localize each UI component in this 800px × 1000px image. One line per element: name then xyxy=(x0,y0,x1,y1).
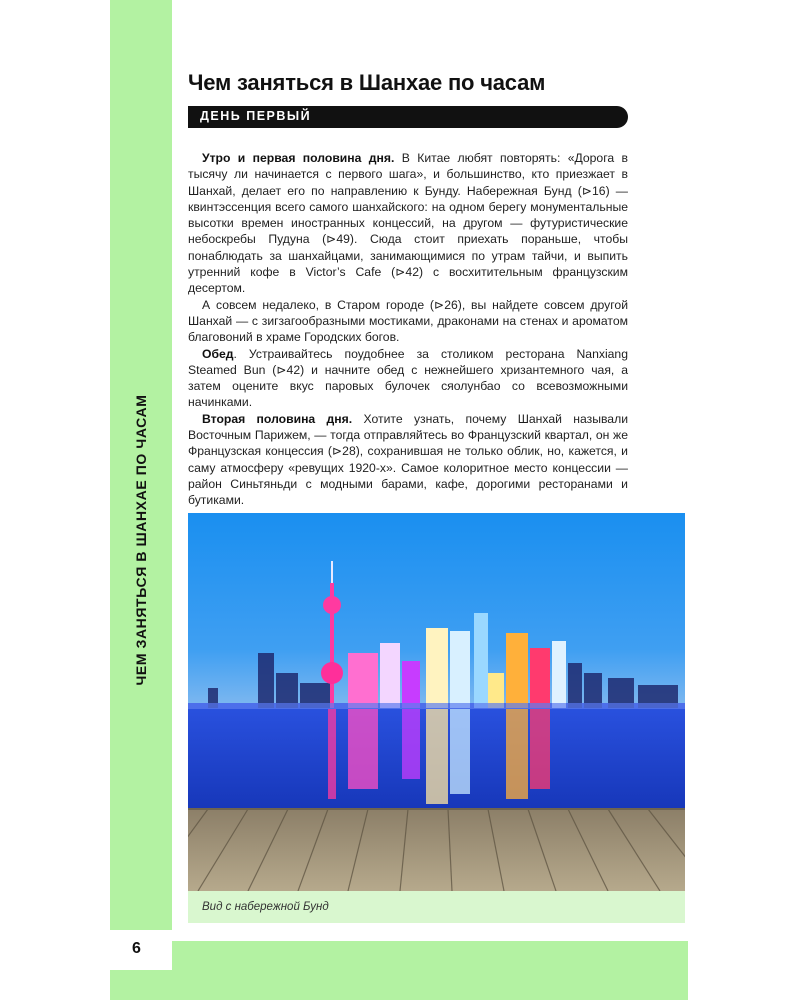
day-label-bar xyxy=(188,106,628,128)
paragraph-lead: Обед xyxy=(202,346,234,361)
skyline-illustration xyxy=(188,513,685,891)
paragraph-text: А совсем недалеко, в Старом городе (⊳26), вы найдете совсем другой Шанхай — с зигзагообразными мостиками, драконами на стенах и ароматом благовоний в храме Городских богов. xyxy=(188,297,628,345)
paragraph-lead: Утро и первая половина дня. xyxy=(202,151,395,165)
day-label: ДЕНЬ ПЕРВЫЙ xyxy=(200,109,312,123)
side-running-title: ЧЕМ ЗАНЯТЬСЯ В ШАНХАЕ ПО ЧАСАМ xyxy=(133,394,149,686)
paragraph-text: . Устраивайтесь поудобнее за столиком ресторана Nanxiang Steamed Bun (⊳42) и начните обед с нежнейшего хризантемного чая, а затем оцените вкус паровых булочек сяолунбао со всевозможными начинками. xyxy=(188,346,628,410)
photo-caption: Вид с набережной Бунд xyxy=(202,901,329,913)
skyline-photo xyxy=(188,513,685,891)
paragraph-lunch xyxy=(188,346,628,411)
page-number: 6 xyxy=(132,940,141,957)
bottom-band xyxy=(110,941,688,1000)
paragraph-text: В Китае любят повторять: «Дорога в тысячу ли начинается с первого шага», и большинство, кто приезжает в Шанхай, делает его по направлению к Бунду. Набережная Бунд (⊳16) — квинтэссенция всего самого шанхайского: на одном берегу монументальные высотки времен иностранных концессий, на другом — футуристические небоскребы Пудуна (⊳49). Сюда стоит приехать пораньше, чтобы понаблюдать за шанхайцами, занимающимися по утрам тайчи, и выпить утренний кофе в Victor’s Cafe (⊳42) с восхитительным французским десертом. xyxy=(188,151,628,296)
paragraph-morning xyxy=(188,150,628,297)
article-body xyxy=(188,150,628,509)
paragraph-old-town xyxy=(188,297,628,346)
paragraph-lead: Вторая половина дня. xyxy=(202,411,353,426)
page-number-box xyxy=(110,930,172,970)
paragraph-afternoon xyxy=(188,411,628,509)
photo-caption-box xyxy=(188,891,685,923)
page-title: Чем заняться в Шанхае по часам xyxy=(188,70,546,95)
paragraph-text: Хотите узнать, почему Шанхай называли Восточным Парижем, — тогда отправляйтесь во Французский квартал, он же Французская концессия (⊳28), сохранившая не только облик, но, кажется, и саму атмосферу «ревущих 1920-х». Самое колоритное место концессии — район Синьтяньди с модными барами, кафе, дорогими ресторанами и бутиками. xyxy=(188,411,629,508)
